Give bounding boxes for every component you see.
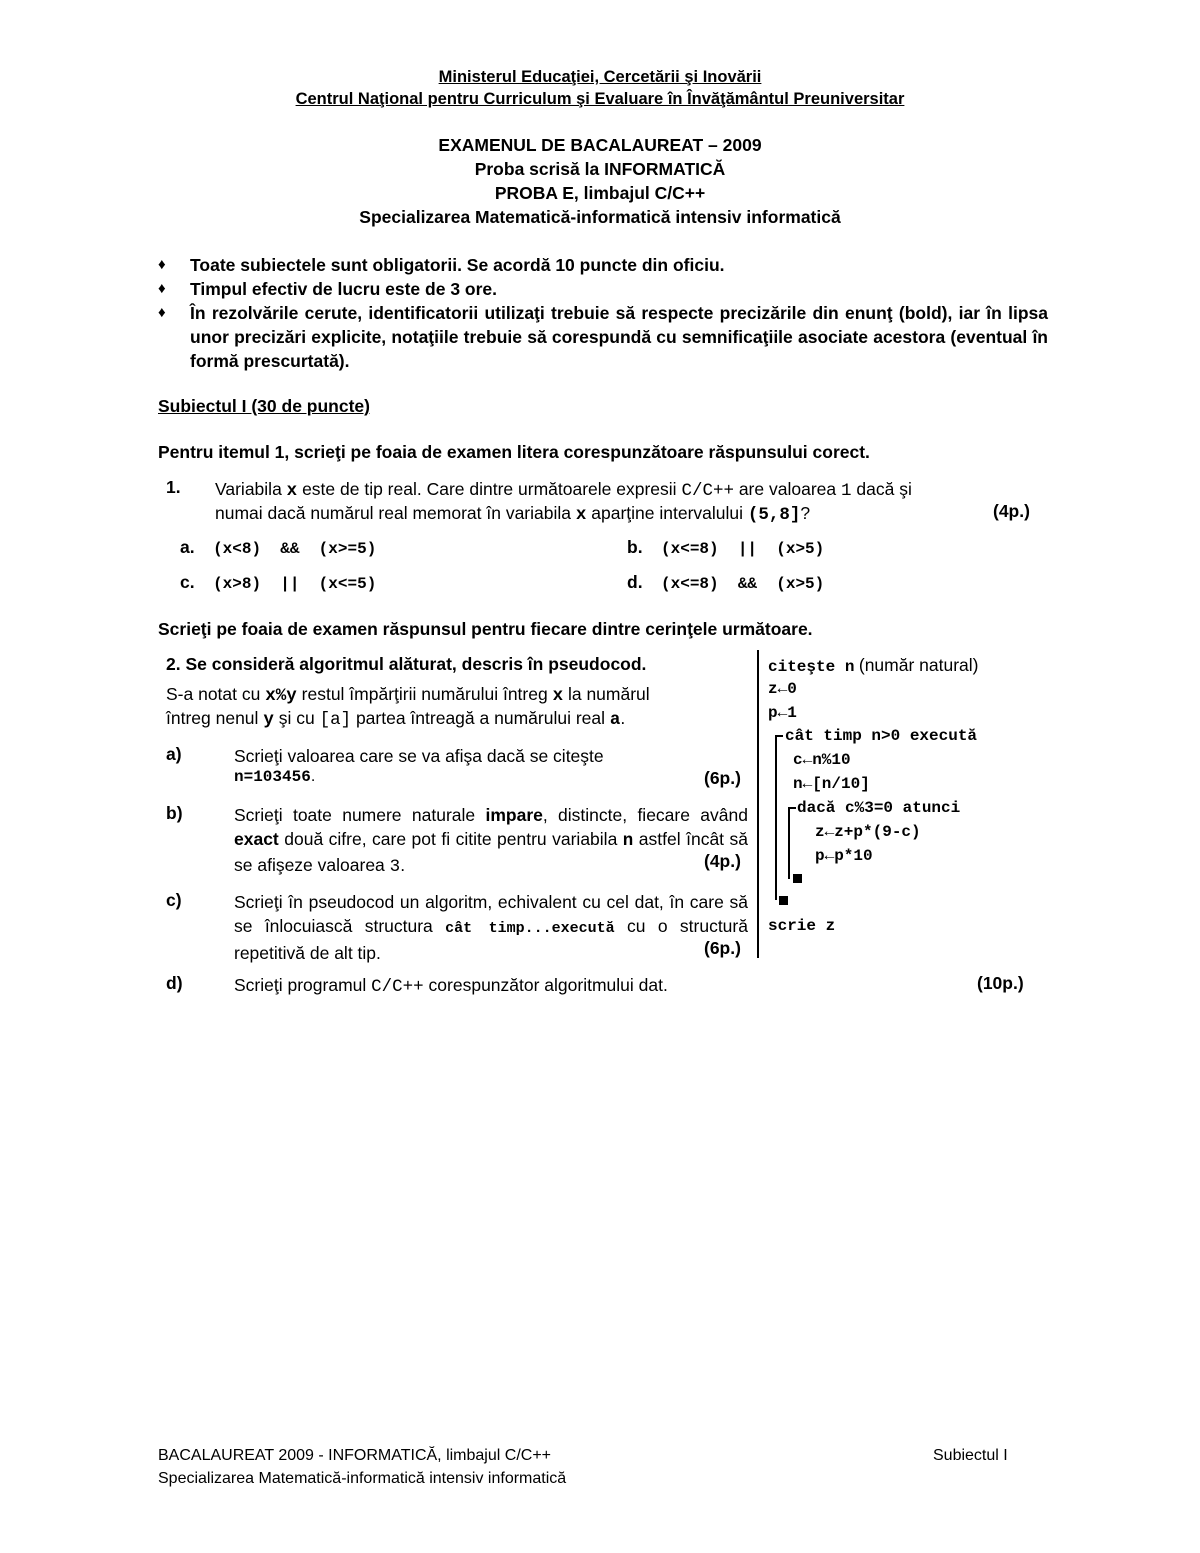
diamond-icon: ♦ [158, 280, 166, 297]
while-bracket [775, 735, 777, 900]
column-divider [757, 650, 759, 958]
q1-option-d: d. (x<=8) && (x>5) [627, 572, 825, 593]
q1-option-c: c. (x>8) || (x<=5) [180, 572, 377, 593]
q1-option-b: b. (x<=8) || (x>5) [627, 537, 825, 558]
q2d-points: (10p.) [977, 973, 1024, 993]
q2d-text: Scrieţi programul C/C++ corespunzător algoritmului dat. [234, 975, 668, 997]
section-title: Subiectul I (30 de puncte) [158, 396, 370, 416]
pseudocode-line-10: scrie z [768, 917, 836, 935]
if-end-marker [793, 874, 802, 883]
center-header: Centrul Naţional pentru Curriculum şi Evaluare în Învăţământul Preuniversitar [295, 90, 905, 108]
q1-line1: Variabila x este de tip real. Care dintre următoarele expresii C/C++ are valoarea 1 dacă şi [215, 479, 912, 501]
instruction-bullet [158, 253, 1048, 277]
ministry-header: Ministerul Educaţiei, Cercetării şi Inovării [438, 68, 762, 86]
q2b-points: (4p.) [704, 851, 741, 871]
specialization-title: Specializarea Matematică-informatică intensiv informatică [359, 207, 841, 227]
q2a-value: n=103456. [234, 768, 316, 786]
q2d-letter: d) [166, 973, 183, 993]
bullet-text: În rezolvările cerute, identificatorii utilizaţi trebuie să respecte precizările din enunţ (bold), iar în lipsa unor precizări explicite, notaţiile trebuie să corespundă cu semnificaţiile asociate acestora (eventual în formă prescurtată). [190, 303, 1048, 371]
footer-exam: BACALAUREAT 2009 - INFORMATICĂ, limbajul C/C++ [158, 1447, 551, 1464]
instruction-bullet [158, 301, 1048, 373]
pseudocode-line-7: dacă c%3=0 atunci [797, 799, 961, 817]
item2-instruction: Scrieţi pe foaia de examen răspunsul pentru fiecare dintre cerinţele următoare. [158, 619, 813, 639]
q2-title: 2. Se consideră algoritmul alăturat, descris în pseudocod. [166, 654, 647, 674]
q2b-text: Scrieţi toate numere naturale impare, distincte, fiecare având exact două cifre, care pot fi citite pentru variabila n astfel încât să se afişeze valoarea 3. [234, 805, 748, 877]
footer-subject: Subiectul I [933, 1447, 1008, 1464]
pseudocode-line-4: cât timp n>0 execută [785, 727, 978, 745]
q2-intro-line2: întreg nenul y şi cu [a] partea întreagă a numărului real a. [166, 708, 626, 730]
probe-title: Proba scrisă la INFORMATICĂ [474, 159, 726, 179]
pseudocode-line-1: citeşte n (număr natural) [768, 655, 979, 676]
bullet-text: Toate subiectele sunt obligatorii. Se acordă 10 puncte din oficiu. [190, 255, 725, 275]
q1-points: (4p.) [993, 501, 1030, 521]
q1-option-a: a. (x<8) && (x>=5) [180, 537, 377, 558]
q1-number: 1. [166, 477, 181, 497]
pseudocode-line-9: p←p*10 [815, 847, 873, 865]
q2a-points: (6p.) [704, 768, 741, 788]
exam-title: EXAMENUL DE BACALAUREAT – 2009 [438, 135, 762, 155]
pseudocode-line-3: p←1 [768, 704, 797, 722]
instruction-bullet [158, 277, 1048, 301]
pseudocode-line-5: c←n%10 [793, 751, 851, 769]
q2c-text: Scrieţi în pseudocod un algoritm, echivalent cu cel dat, în care să se înlocuiască structura cât timp...execută cu o structură repetitivă de alt tip. [234, 892, 748, 963]
proba-e-title: PROBA E, limbajul C/C++ [494, 183, 706, 203]
q2a-letter: a) [166, 744, 182, 764]
q2c-letter: c) [166, 890, 182, 910]
pseudocode-line-2: z←0 [768, 680, 797, 698]
diamond-icon: ♦ [158, 256, 166, 273]
q2c-points: (6p.) [704, 938, 741, 958]
bullet-text: Timpul efectiv de lucru este de 3 ore. [190, 279, 498, 299]
pseudocode-line-8: z←z+p*(9-c) [815, 823, 921, 841]
pseudocode-line-6: n←[n/10] [793, 775, 870, 793]
q1-line2: numai dacă numărul real memorat în variabila x aparţine intervalului (5,8]? [215, 503, 811, 525]
if-bracket [788, 807, 790, 879]
footer-specialization: Specializarea Matematică-informatică intensiv informatică [158, 1470, 567, 1487]
q2b-letter: b) [166, 803, 183, 823]
item1-instruction: Pentru itemul 1, scrieţi pe foaia de examen litera corespunzătoare răspunsului corect. [158, 442, 870, 462]
q2a-text: Scrieţi valoarea care se va afişa dacă se citeşte [234, 746, 604, 766]
diamond-icon: ♦ [158, 304, 166, 321]
while-end-marker [779, 896, 788, 905]
q2-intro-line1: S-a notat cu x%y restul împărţirii numărului întreg x la numărul [166, 684, 650, 706]
